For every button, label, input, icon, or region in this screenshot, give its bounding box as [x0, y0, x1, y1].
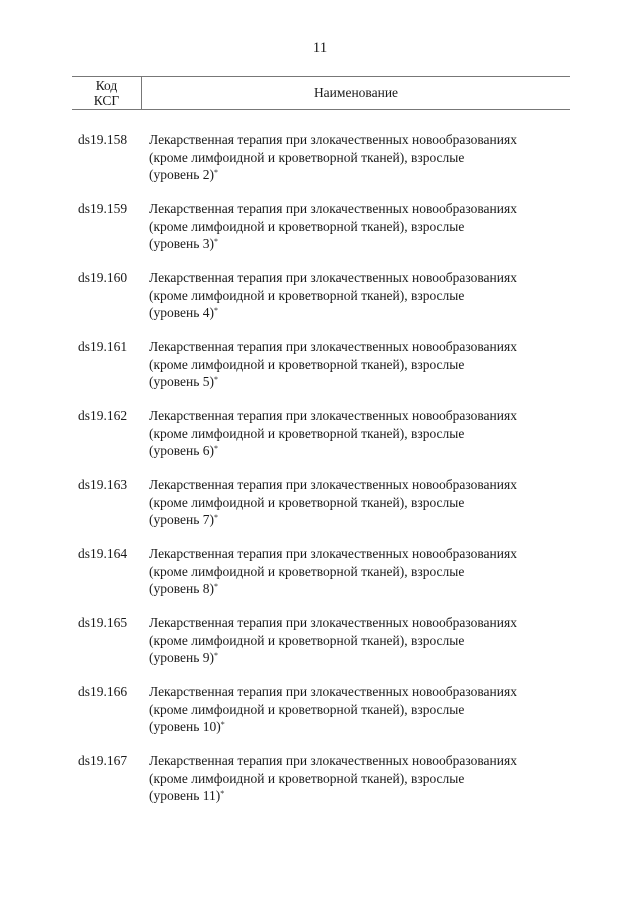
- row-description: [149, 131, 569, 184]
- row-desc-line-level: [149, 166, 569, 184]
- row-code: ds19.158: [78, 132, 128, 147]
- table-row: [78, 269, 568, 338]
- row-level-text: (уровень 10): [149, 719, 221, 734]
- row-level-text: (уровень 4): [149, 305, 215, 320]
- header-name-cell: Наименование: [313, 85, 399, 100]
- row-desc-line: (кроме лимфоидной и кроветворной тканей), взрослые: [149, 356, 465, 372]
- table-header: [72, 76, 570, 110]
- row-desc-line: (кроме лимфоидной и кроветворной тканей), взрослые: [149, 701, 465, 717]
- row-code: ds19.165: [78, 615, 128, 630]
- row-description: [149, 200, 569, 253]
- row-desc-line-level: [149, 373, 569, 391]
- row-footnote-mark: *: [220, 789, 225, 798]
- row-footnote-mark: *: [214, 582, 219, 591]
- header-code-cell: [72, 77, 142, 109]
- row-desc-line-level: [149, 235, 569, 253]
- row-footnote-mark: *: [214, 168, 219, 177]
- row-description: [149, 338, 569, 391]
- header-code-line1: Код: [95, 78, 118, 93]
- row-desc-line: Лекарственная терапия при злокачественных новообразованиях: [149, 201, 517, 216]
- row-desc-line-level: [149, 511, 569, 529]
- table-row: [78, 614, 568, 683]
- table-row: [78, 200, 568, 269]
- row-footnote-mark: *: [214, 237, 219, 246]
- row-level-text: (уровень 8): [149, 581, 215, 596]
- row-desc-line: (кроме лимфоидной и кроветворной тканей), взрослые: [149, 149, 465, 165]
- table-row: [78, 338, 568, 407]
- row-description: [149, 614, 569, 667]
- row-code: ds19.160: [78, 270, 128, 285]
- row-level-text: (уровень 11): [149, 788, 221, 803]
- row-desc-line: (кроме лимфоидной и кроветворной тканей), взрослые: [149, 563, 465, 579]
- row-level-text: (уровень 2): [149, 167, 215, 182]
- row-description: [149, 752, 569, 805]
- row-desc-line-level: [149, 580, 569, 598]
- row-code: ds19.163: [78, 477, 128, 492]
- row-code: ds19.159: [78, 201, 128, 216]
- table-row: [78, 545, 568, 614]
- row-desc-line: (кроме лимфоидной и кроветворной тканей), взрослые: [149, 425, 465, 441]
- table-row: [78, 407, 568, 476]
- row-desc-line: Лекарственная терапия при злокачественных новообразованиях: [149, 270, 517, 285]
- row-description: [149, 683, 569, 736]
- table-body: [78, 131, 568, 821]
- row-footnote-mark: *: [214, 375, 219, 384]
- row-level-text: (уровень 5): [149, 374, 215, 389]
- header-code-line2: КСГ: [93, 93, 120, 108]
- row-desc-line: Лекарственная терапия при злокачественных новообразованиях: [149, 684, 517, 699]
- row-code: ds19.166: [78, 684, 128, 699]
- row-code: ds19.162: [78, 408, 128, 423]
- row-code: ds19.161: [78, 339, 128, 354]
- row-footnote-mark: *: [214, 444, 219, 453]
- page-number: 11: [312, 40, 328, 56]
- row-desc-line: Лекарственная терапия при злокачественных новообразованиях: [149, 753, 517, 768]
- row-desc-line: Лекарственная терапия при злокачественных новообразованиях: [149, 546, 517, 561]
- row-desc-line: Лекарственная терапия при злокачественных новообразованиях: [149, 408, 517, 423]
- table-row: [78, 476, 568, 545]
- row-desc-line: (кроме лимфоидной и кроветворной тканей), взрослые: [149, 218, 465, 234]
- row-footnote-mark: *: [214, 306, 219, 315]
- row-footnote-mark: *: [214, 513, 219, 522]
- row-desc-line-level: [149, 787, 569, 805]
- row-desc-line: Лекарственная терапия при злокачественных новообразованиях: [149, 132, 517, 147]
- row-level-text: (уровень 7): [149, 512, 215, 527]
- row-code: ds19.167: [78, 753, 128, 768]
- row-desc-line: (кроме лимфоидной и кроветворной тканей), взрослые: [149, 632, 465, 648]
- row-level-text: (уровень 9): [149, 650, 215, 665]
- row-desc-line: (кроме лимфоидной и кроветворной тканей), взрослые: [149, 494, 465, 510]
- table-row: [78, 752, 568, 821]
- row-desc-line: Лекарственная терапия при злокачественных новообразованиях: [149, 477, 517, 492]
- row-desc-line-level: [149, 649, 569, 667]
- row-desc-line: (кроме лимфоидной и кроветворной тканей), взрослые: [149, 287, 465, 303]
- row-footnote-mark: *: [220, 720, 225, 729]
- row-description: [149, 407, 569, 460]
- row-level-text: (уровень 3): [149, 236, 215, 251]
- table-row: [78, 131, 568, 200]
- row-desc-line: Лекарственная терапия при злокачественных новообразованиях: [149, 339, 517, 354]
- row-description: [149, 476, 569, 529]
- row-desc-line: (кроме лимфоидной и кроветворной тканей), взрослые: [149, 770, 465, 786]
- row-code: ds19.164: [78, 546, 128, 561]
- row-description: [149, 269, 569, 322]
- row-desc-line: Лекарственная терапия при злокачественных новообразованиях: [149, 615, 517, 630]
- row-desc-line-level: [149, 718, 569, 736]
- row-description: [149, 545, 569, 598]
- row-desc-line-level: [149, 442, 569, 460]
- row-desc-line-level: [149, 304, 569, 322]
- row-footnote-mark: *: [214, 651, 219, 660]
- row-level-text: (уровень 6): [149, 443, 215, 458]
- table-row: [78, 683, 568, 752]
